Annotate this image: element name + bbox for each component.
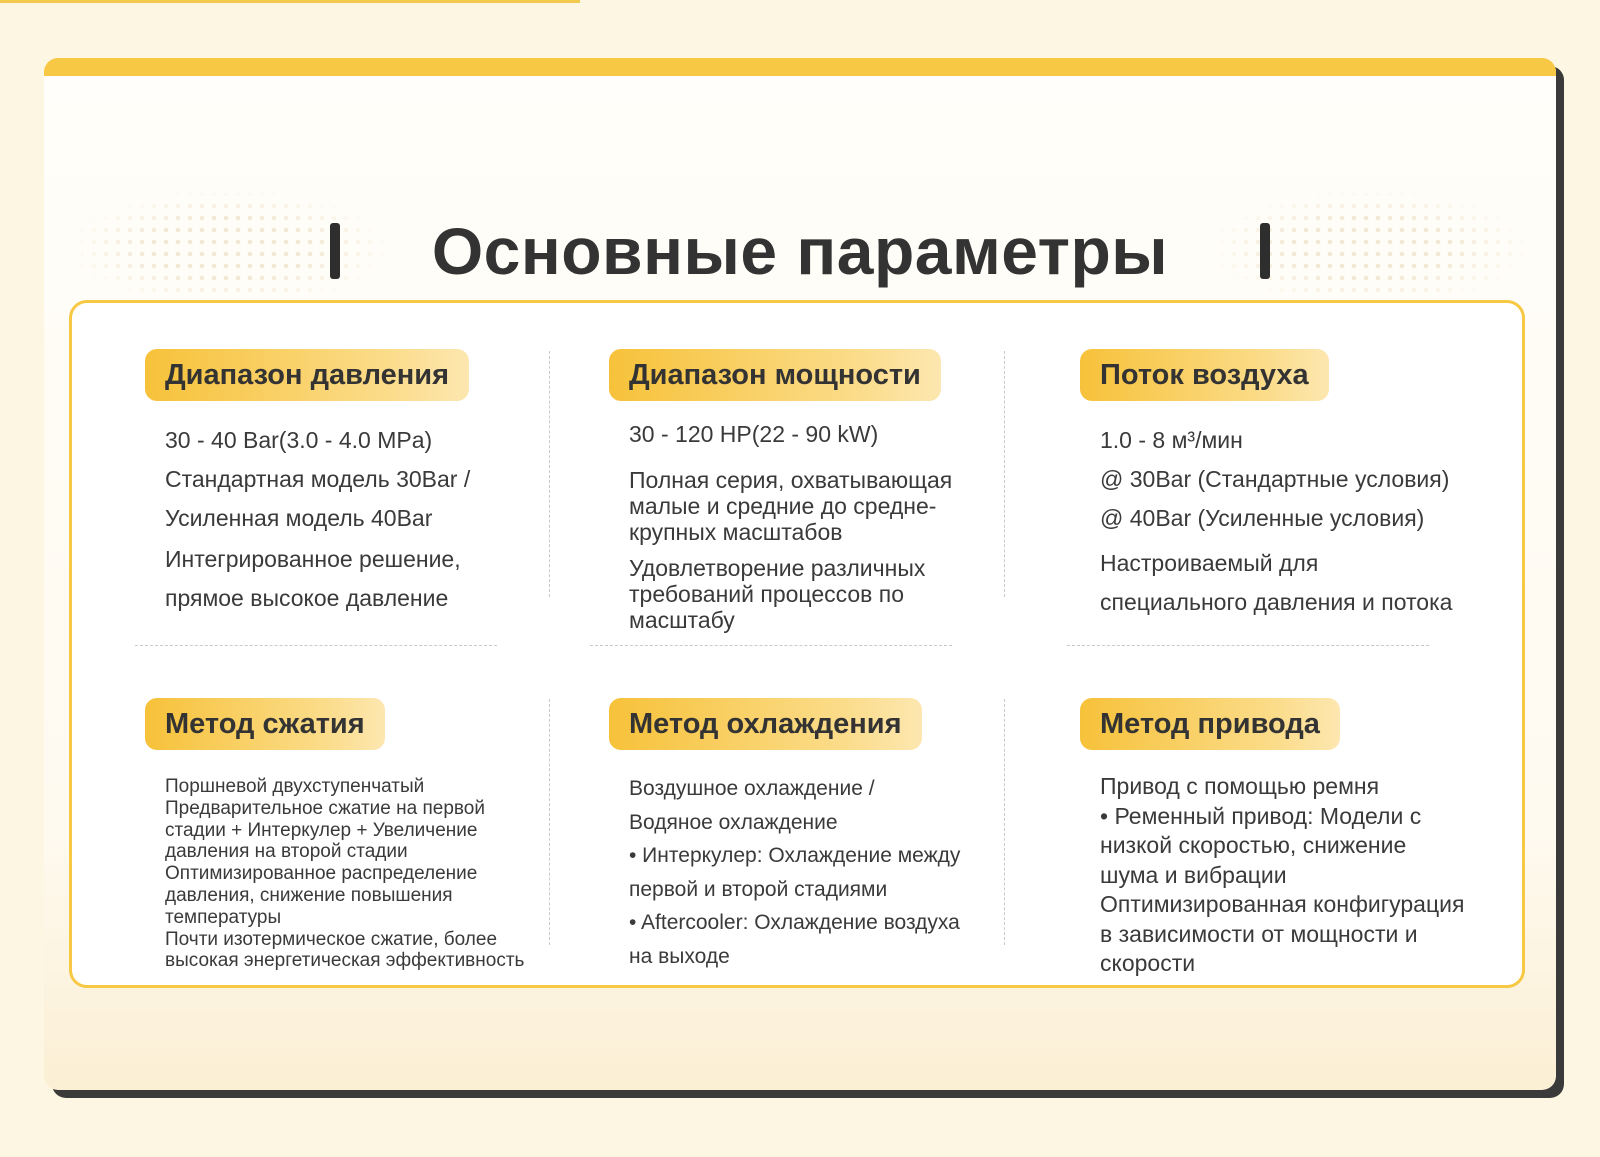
section-heading: Диапазон давления [145, 349, 469, 401]
section-line: скорости [1100, 950, 1196, 976]
section-lines [609, 421, 952, 633]
section-line: первой и второй стадиями [629, 877, 888, 901]
section-line: давления на второй стадии [165, 841, 408, 863]
section-line: крупных масштабов [629, 519, 843, 545]
section-line: Воздушное охлаждение / [629, 777, 875, 800]
section-line: Полная серия, охватывающая [629, 467, 953, 493]
divider-vertical [549, 351, 550, 597]
section-line: в зависимости от мощности и [1100, 920, 1418, 947]
title-row [44, 196, 1556, 306]
top-accent-line [0, 0, 580, 3]
title-bar-right [1260, 223, 1270, 279]
card-top-bar [44, 58, 1556, 76]
section-line: низкой скоростью, снижение [1100, 832, 1407, 858]
section-line: специального давления и потока [1100, 589, 1453, 615]
section-compression-method [145, 698, 524, 972]
section-line: Поршневой двухступенчатый [165, 776, 425, 797]
section-pressure-range [145, 349, 470, 618]
section-line: на выходе [629, 944, 730, 968]
parameters-panel [69, 300, 1525, 988]
section-line: @ 30Bar (Стандартные условия) [1100, 466, 1450, 492]
section-lines [609, 772, 960, 973]
section-line: @ 40Bar (Усиленные условия) [1100, 505, 1425, 531]
page-title: Основные параметры [431, 214, 1169, 288]
section-power-range [609, 349, 952, 633]
section-line: малые и средние до средне- [629, 493, 937, 519]
section-line: требований процессов по [629, 581, 905, 607]
section-line: Привод с помощью ремня [1100, 773, 1380, 799]
divider-vertical [1004, 351, 1005, 597]
section-lines [1080, 421, 1452, 622]
section-lines [145, 421, 470, 618]
divider-vertical [549, 699, 550, 945]
section-line: 1.0 - 8 м³/мин [1100, 427, 1243, 453]
section-line: Водяное охлаждение [629, 810, 838, 834]
section-line: • Aftercooler: Охлаждение воздуха [629, 911, 960, 934]
section-line: шума и вибрации [1100, 861, 1287, 888]
section-heading: Метод привода [1080, 698, 1340, 750]
title-bar-left [330, 223, 340, 279]
section-line: давления, снижение повышения [165, 884, 453, 906]
section-line: Почти изотермическое сжатие, более [165, 928, 498, 950]
section-line: прямое высокое давление [165, 585, 449, 611]
section-line: 30 - 120 HP(22 - 90 kW) [629, 421, 879, 447]
section-heading: Поток воздуха [1080, 349, 1329, 401]
section-line: Стандартная модель 30Bar / [165, 466, 471, 492]
section-line: • Интеркулер: Охлаждение между [629, 844, 961, 867]
section-line: Удовлетворение различных [629, 555, 926, 581]
section-air-flow [1080, 349, 1452, 622]
section-heading: Метод сжатия [145, 698, 385, 750]
section-lines [1080, 772, 1464, 979]
divider-horizontal [590, 645, 952, 646]
section-line: Оптимизированная конфигурация [1100, 891, 1465, 917]
section-heading: Диапазон мощности [609, 349, 941, 401]
divider-horizontal [135, 645, 497, 646]
section-line: Предварительное сжатие на первой [165, 797, 485, 819]
section-drive-method [1080, 698, 1464, 979]
section-line: Настроиваемый для [1100, 550, 1319, 576]
section-heading: Метод охлаждения [609, 698, 922, 750]
section-line: стадии + Интеркулер + Увеличение [165, 819, 478, 841]
divider-vertical [1004, 699, 1005, 945]
main-card [44, 58, 1556, 1090]
section-line: • Ременный привод: Модели с [1100, 802, 1422, 829]
section-line: Интегрированное решение, [165, 546, 461, 572]
section-line: Оптимизированное распределение [165, 863, 478, 885]
divider-horizontal [1067, 645, 1429, 646]
section-line: 30 - 40 Bar(3.0 - 4.0 MPa) [165, 427, 433, 453]
section-line: температуры [165, 906, 282, 928]
section-line: Усиленная модель 40Bar [165, 505, 433, 531]
section-lines [145, 776, 524, 972]
section-cooling-method [609, 698, 960, 973]
section-line: масштабу [629, 607, 735, 633]
section-line: высокая энергетическая эффективность [165, 950, 525, 972]
